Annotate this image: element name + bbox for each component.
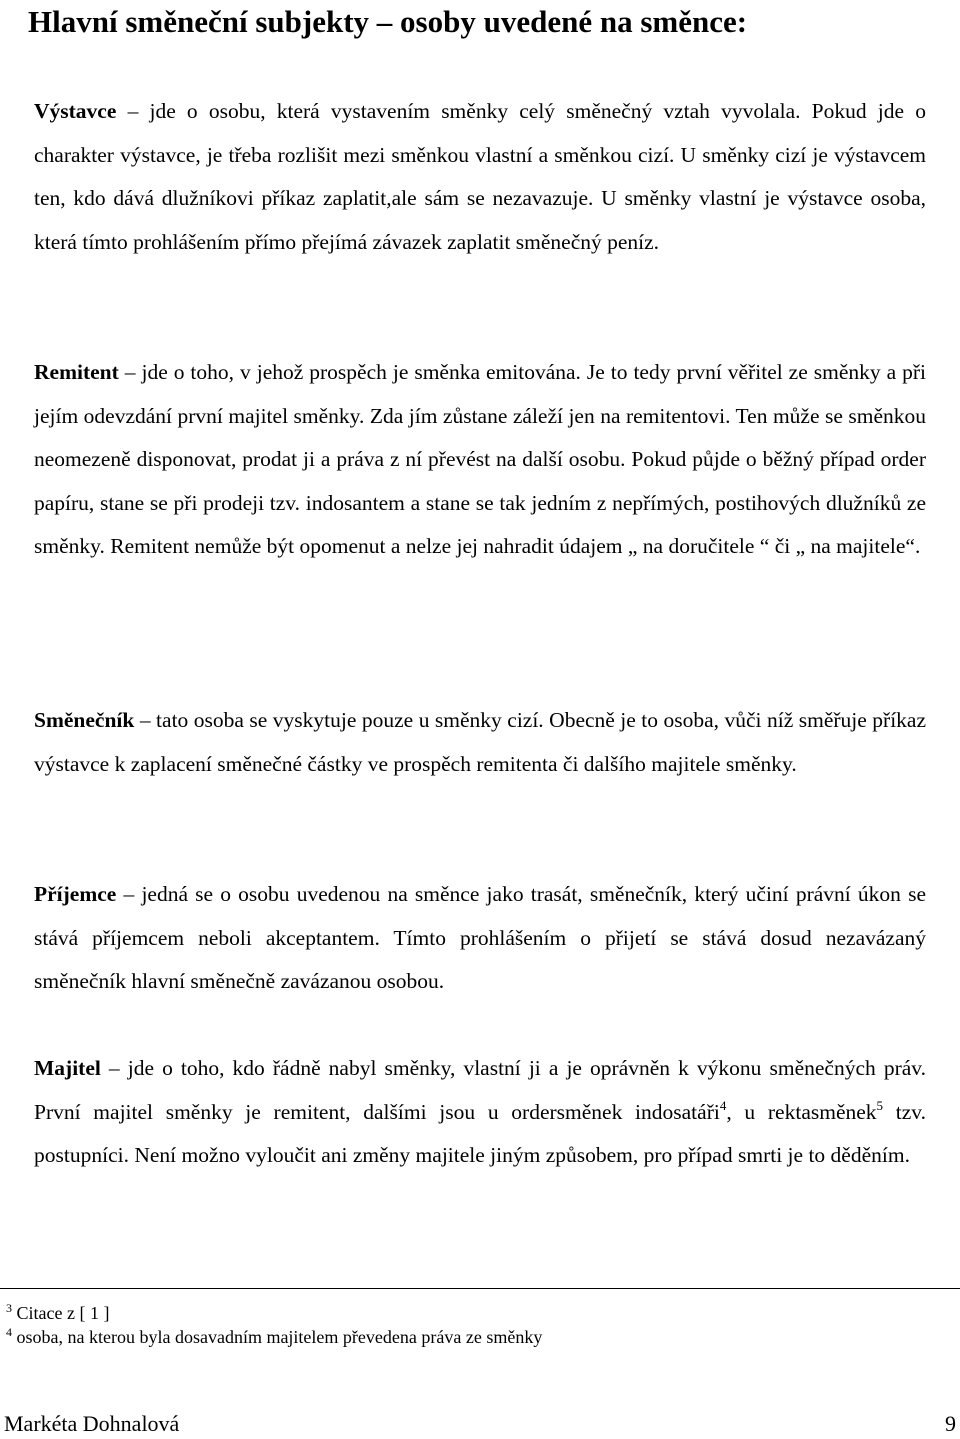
footnote-mark-4: 4	[6, 1325, 12, 1339]
paragraph-majitel-text-2: , u rektasměnek	[726, 1099, 877, 1124]
page-number: 9	[945, 1411, 956, 1436]
paragraph-vystavce	[34, 90, 926, 264]
term-vystavce: Výstavce	[34, 99, 117, 123]
paragraph-prijemce-text: – jedná se o osobu uvedenou na směnce jako trasát, směnečník, který učiní právní úkon se stává příjemcem neboli akceptantem. Tímto prohlášením o přijetí se stává dosud nezavázaný směnečník hlavní směnečně zavázanou osobou.	[34, 882, 926, 993]
footnote-3-text: Citace z [ 1 ]	[12, 1303, 110, 1323]
term-prijemce: Příjemce	[34, 882, 117, 906]
paragraph-vystavce-text: – jde o osobu, která vystavením směnky celý směnečný vztah vyvolala. Pokud jde o charakter výstavce, je třeba rozlišit mezi směnkou vlastní a směnkou cizí. U směnky cizí je výstavcem ten, kdo dává dlužníkovi příkaz zaplatit,ale sám se nezavazuje. U směnky vlastní je výstavce osoba, která tímto prohlášením přímo přejímá závazek zaplatit směnečný peníz.	[34, 99, 926, 254]
page-footer	[4, 1409, 956, 1439]
paragraph-prijemce	[34, 873, 926, 1004]
paragraph-majitel	[34, 1047, 926, 1178]
page-title: Hlavní směneční subjekty – osoby uvedené na směnce:	[28, 4, 748, 39]
paragraph-remitent	[34, 351, 926, 569]
footnote-3	[6, 1302, 109, 1324]
footnote-4	[6, 1326, 542, 1348]
paragraph-smenecnik-text: – tato osoba se vyskytuje pouze u směnky cizí. Obecně je to osoba, vůči níž směřuje příkaz výstavce k zaplacení směnečné částky ve prospěch remitenta či dalšího majitele směnky.	[34, 708, 926, 776]
term-smenecnik: Směnečník	[34, 708, 135, 732]
footer-author: Markéta Dohnalová	[4, 1411, 180, 1436]
term-majitel: Majitel	[34, 1056, 101, 1080]
paragraph-smenecnik	[34, 699, 926, 786]
footnote-ref-4[interactable]: 4	[719, 1097, 727, 1113]
footnote-divider	[0, 1288, 960, 1289]
paragraph-remitent-text: – jde o toho, v jehož prospěch je směnka emitována. Je to tedy první věřitel ze směnky a při jejím odevzdání první majitel směnky. Zda jím zůstane záleží jen na remitentovi. Ten může se směnkou neomezeně disponovat, prodat ji a práva z ní převést na další osobu. Pokud půjde o běžný případ order papíru, stane se při prodeji tzv. indosantem a stane se tak jedním z nepřímých, postihových dlužníků ze směnky. Remitent nemůže být opomenut a nelze jej nahradit údajem „ na doručitele “ či „ na majitele“.	[34, 360, 926, 558]
footnote-4-text: osoba, na kterou byla dosavadním majitelem převedena práva ze směnky	[12, 1327, 543, 1347]
footnote-mark-3: 3	[6, 1301, 12, 1315]
footnote-ref-5[interactable]: 5	[876, 1097, 884, 1113]
term-remitent: Remitent	[34, 360, 119, 384]
paragraph-majitel-text-1: – jde o toho, kdo řádně nabyl směnky, vlastní ji a je oprávněn k výkonu směnečných práv. První majitel směnky je remitent, dalšími jsou u ordersměnek indosatáři	[34, 1056, 926, 1124]
paragraph-majitel-text-3: tzv. postupníci. Není možno vyloučit ani změny majitele jiným způsobem, pro případ smrti je to děděním.	[34, 1099, 927, 1167]
